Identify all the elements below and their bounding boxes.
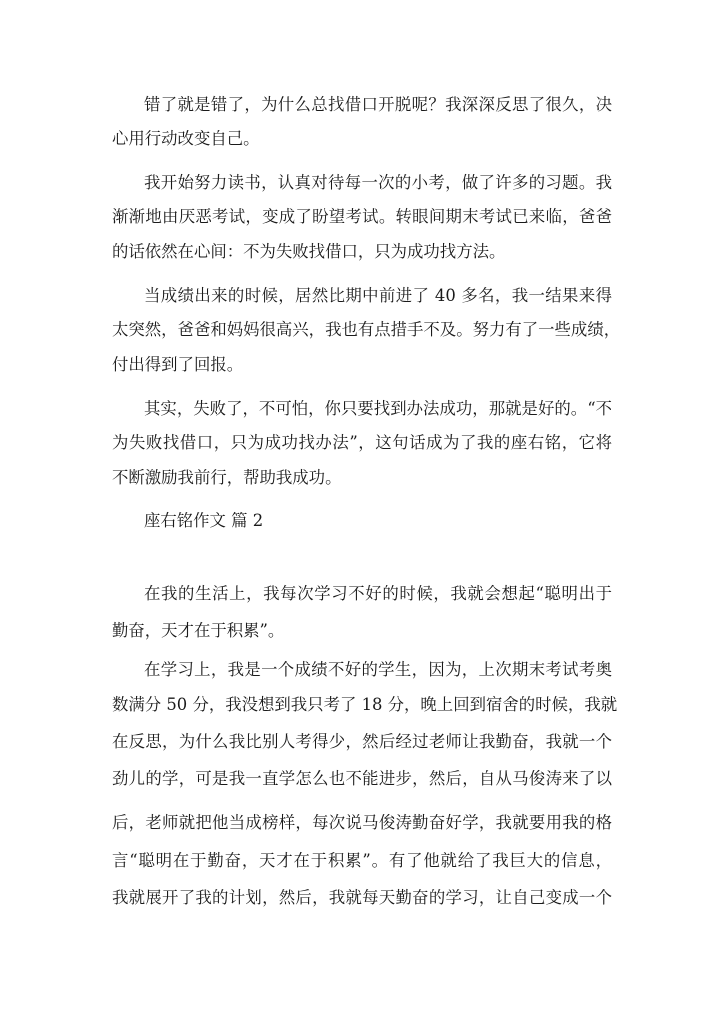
paragraph-line: 不断激励我前行，帮助我成功。 — [112, 468, 342, 487]
paragraph-line: 在反思，为什么我比别人考得少，然后经过老师让我勤奋，我就一个 — [112, 732, 612, 751]
paragraph-line: 太突然，爸爸和妈妈很高兴，我也有点措手不及。努力有了一些成绩， — [112, 320, 621, 339]
paragraph-line: 在学习上，我是一个成绩不好的学生，因为，上次期末考试考奥 — [144, 660, 612, 679]
paragraph-line: 付出得到了回报。 — [112, 355, 244, 374]
paragraph-line: 言“聪明在于勤奋，天才在于积累”。有了他就给了我巨大的信息， — [112, 851, 612, 870]
paragraph-line: 数满分 50 分，我没想到我只考了 18 分，晚上回到宿舍的时候，我就 — [112, 695, 618, 714]
paragraph-line: 我就展开了我的计划，然后，我就每天勤奋的学习，让自己变成一个 — [112, 888, 612, 907]
paragraph-line: 的话依然在心间：不为失败找借口，只为成功找方法。 — [112, 242, 506, 261]
paragraph-line: 在我的生活上，我每次学习不好的时候，我就会想起“聪明出于 — [144, 584, 612, 603]
paragraph-line: 错了就是错了，为什么总找借口开脱呢？我深深反思了很久，决 — [144, 95, 612, 114]
paragraph-line: 劲儿的学，可是我一直学怎么也不能进步，然后，自从马俊涛来了以 — [112, 769, 612, 788]
paragraph-line: 渐渐地由厌恶考试，变成了盼望考试。转眼间期末考试已来临，爸爸 — [112, 207, 612, 226]
paragraph-line: 当成绩出来的时候，居然比期中前进了 40 多名，我一结果来得 — [144, 286, 612, 305]
paragraph-line: 其实，失败了，不可怕，你只要找到办法成功，那就是好的。“不 — [144, 399, 612, 418]
paragraph-line: 后，老师就把他当成榜样，每次说马俊涛勤奋好学，我就要用我的格 — [112, 813, 612, 832]
paragraph-line: 心用行动改变自己。 — [112, 129, 260, 148]
section-heading: 座右铭作文 篇 2 — [144, 511, 264, 530]
paragraph-line: 我开始努力读书，认真对待每一次的小考，做了许多的习题。我 — [144, 173, 612, 192]
paragraph-line: 为失败找借口，只为成功找办法”，这句话成为了我的座右铭，它将 — [112, 433, 612, 452]
paragraph-line: 勤奋，天才在于积累”。 — [112, 621, 285, 640]
